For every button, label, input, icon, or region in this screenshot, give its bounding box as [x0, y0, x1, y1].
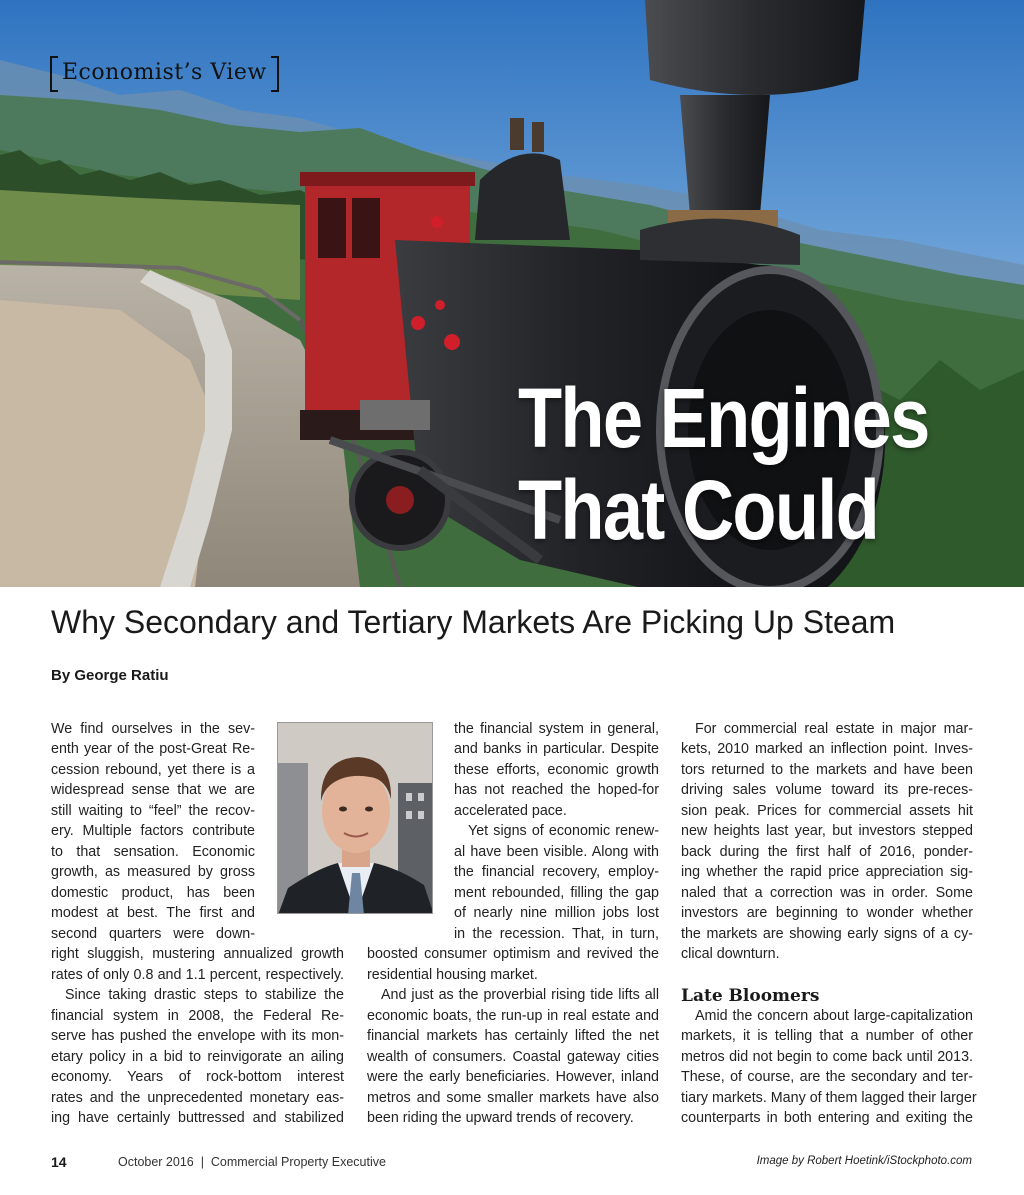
text-line: rates of only 0.8 and 1.1 percent, respectively. — [51, 967, 344, 983]
text-line: financial markets has certainly lifted the net — [367, 1028, 659, 1044]
section-tag: Economist’s View — [50, 56, 279, 90]
text-line: in the recession. That, in turn, — [454, 926, 659, 942]
text-line: financial system in 2008, the Federal Re- — [51, 1008, 344, 1024]
text-line: al have been visible. Along with — [454, 844, 659, 860]
text-line: counterparts in both entering and exiting the — [681, 1110, 973, 1126]
text-line: economic boats, the run-up in real estate and — [367, 1008, 659, 1024]
text-line: were the early beneficiaries. However, inland — [367, 1069, 659, 1085]
text-line: domestic product, has been — [51, 885, 255, 901]
text-line: still waiting to “feel” the recov- — [51, 803, 255, 819]
text-line: the markets are showing early signs of a cy- — [681, 926, 973, 942]
author-portrait — [277, 722, 433, 914]
text-line: We find ourselves in the sev- — [51, 721, 255, 737]
text-line: wealth of consumers. Coastal gateway cities — [367, 1049, 659, 1065]
text-line: economy. Years of rock-bottom interest — [51, 1069, 344, 1085]
text-line: been riding the upward trends of recovery. — [367, 1110, 634, 1126]
text-line: serve has pushed the envelope with its mon- — [51, 1028, 344, 1044]
text-line: tors returned to the markets and have been — [681, 762, 973, 778]
text-line: rates and the unprecedented monetary eas- — [51, 1090, 344, 1106]
text-line: And just as the proverbial rising tide lifts all — [381, 987, 659, 1003]
text-line: cession rebound, yet there is a — [51, 762, 255, 778]
text-line: the financial system in general, — [454, 721, 659, 737]
text-line: etary policy in a bid to reinvigorate an ailing — [51, 1049, 344, 1065]
headline-line-2: That Could — [518, 463, 878, 557]
text-line: naled that a correction was in order. Some — [681, 885, 973, 901]
text-line: ing whether the rapid price appreciation sig- — [681, 864, 973, 880]
headline-line-1: The Engines — [518, 371, 929, 465]
text-line: of nearly nine million jobs lost — [454, 905, 659, 921]
text-line: Amid the concern about large-capitalization — [695, 1008, 973, 1024]
text-line: back during the first half of 2016, ponder- — [681, 844, 973, 860]
text-line: enth year of the post-Great Re- — [51, 741, 255, 757]
text-line: right sluggish, mustering annualized growth — [51, 946, 344, 962]
text-line: Since taking drastic steps to stabilize the — [65, 987, 344, 1003]
text-line: growth, as measured by gross — [51, 864, 255, 880]
photo-credit: Image by Robert Hoetink/iStockphoto.com — [756, 1155, 972, 1167]
text-line: the financial recovery, employ- — [454, 864, 659, 880]
section-subhead: Late Bloomers — [681, 986, 820, 1006]
text-line: markets, it is telling that a number of other — [681, 1028, 973, 1044]
text-line: Yet signs of economic renew- — [468, 823, 659, 839]
text-line: metros did not begin to come back until 2013. — [681, 1049, 973, 1065]
text-line: sion peak. Prices for commercial assets hit — [681, 803, 973, 819]
text-line: and banks in particular. Despite — [454, 741, 659, 757]
text-line: these efforts, economic growth — [454, 762, 659, 778]
text-line: clical downturn. — [681, 946, 780, 962]
text-line: ment rebounded, filling the gap — [454, 885, 659, 901]
publication-line: October 2016 | Commercial Property Executive — [118, 1155, 386, 1169]
headline — [518, 372, 948, 556]
text-line: metros and some smaller markets have also — [367, 1090, 659, 1106]
text-line: new heights last year, but investors stepped — [681, 823, 973, 839]
author-photo-illustration — [278, 723, 433, 914]
text-line: to that sensation. Economic — [51, 844, 255, 860]
text-line: boosted consumer optimism and revived the — [367, 946, 659, 962]
text-line: driving sales volume toward its pre-reces- — [681, 782, 973, 798]
subtitle: Why Secondary and Tertiary Markets Are Picking Up Steam — [51, 604, 896, 640]
text-line: investors are beginning to wonder whether — [681, 905, 973, 921]
text-line: These, of course, are the secondary and ter- — [681, 1069, 973, 1085]
text-line: accelerated pace. — [454, 803, 567, 819]
text-line: ery. Multiple factors contribute — [51, 823, 255, 839]
text-line: residential housing market. — [367, 967, 538, 983]
text-line: kets, 2010 marked an inflection point. Inves- — [681, 741, 973, 757]
page-number: 14 — [51, 1154, 67, 1170]
text-line: modest at best. The first and — [51, 905, 255, 921]
byline: By George Ratiu — [51, 667, 169, 684]
text-line: tiary markets. Many of them lagged their larger — [681, 1090, 977, 1106]
text-line: second quarters were down- — [51, 926, 255, 942]
text-line: widespread sense that we are — [51, 782, 255, 798]
text-line: ing have certainly buttressed and stabilized — [51, 1110, 344, 1126]
text-line: has not reached the hoped-for — [454, 782, 659, 798]
text-line: For commercial real estate in major mar- — [695, 721, 973, 737]
